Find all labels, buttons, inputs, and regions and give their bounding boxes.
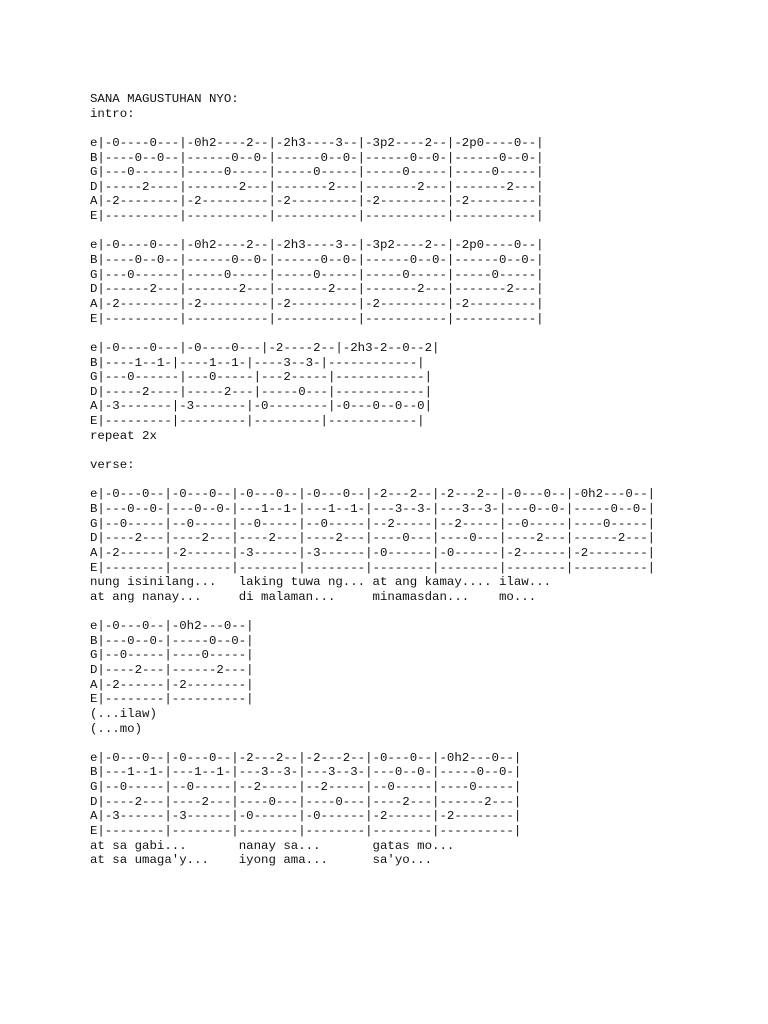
tab-staff-line: E|--------|----------| bbox=[90, 692, 254, 707]
lyric-line: at sa umaga'y... iyong ama... sa'yo... bbox=[90, 853, 433, 868]
tab-staff-line: e|-0----0---|-0----0---|-2----2--|-2h3-2--0--2| bbox=[90, 340, 440, 355]
tab-staff-line: B|----0--0--|------0--0-|------0--0-|------0--0-|------0--0-| bbox=[90, 150, 544, 165]
lyric-line: at sa gabi... nanay sa... gatas mo... bbox=[90, 838, 455, 853]
tab-staff-line: A|-3-------|-3-------|-0--------|-0---0--0--0| bbox=[90, 399, 433, 414]
tab-staff-line: G|--0-----|--0-----|--0-----|--0-----|--2-----|--2-----|--0-----|----0-----| bbox=[90, 516, 656, 531]
tab-staff-line: D|-----2----|-------2---|-------2---|-------2---|-------2---| bbox=[90, 179, 544, 194]
section-label: intro: bbox=[90, 106, 135, 121]
tab-staff-line: E|---------|---------|---------|------------| bbox=[90, 414, 425, 429]
tab-staff-line: e|-0---0--|-0---0--|-0---0--|-0---0--|-2---2--|-2---2--|-0---0--|-0h2---0--| bbox=[90, 487, 656, 502]
tab-staff-line: G|--0-----|----0-----| bbox=[90, 648, 254, 663]
lyric-line: repeat 2x bbox=[90, 428, 157, 443]
tab-staff-line: E|--------|--------|--------|--------|--------|--------|--------|----------| bbox=[90, 560, 656, 575]
tab-staff-line: G|---0------|---0-----|---2-----|------------| bbox=[90, 370, 433, 385]
tab-staff-line: e|-0---0--|-0h2---0--| bbox=[90, 619, 254, 634]
section-label: verse: bbox=[90, 458, 135, 473]
blank-line bbox=[90, 604, 655, 619]
tab-staff-line: A|-2--------|-2---------|-2---------|-2---------|-2---------| bbox=[90, 296, 544, 311]
tab-staff-line: e|-0----0---|-0h2----2--|-2h3----3--|-3p2----2--|-2p0----0--| bbox=[90, 135, 544, 150]
tab-staff-line: B|---0--0-|-----0--0-| bbox=[90, 633, 254, 648]
blank-line bbox=[90, 443, 655, 458]
blank-line bbox=[90, 224, 655, 239]
tab-sheet bbox=[90, 92, 655, 868]
tab-staff-line: G|---0------|-----0-----|-----0-----|-----0-----|-----0-----| bbox=[90, 267, 544, 282]
blank-line bbox=[90, 473, 655, 488]
lyric-line: (...ilaw) bbox=[90, 706, 157, 721]
tab-staff-line: B|----1--1-|----1--1-|----3--3-|------------| bbox=[90, 355, 425, 370]
tab-staff-line: D|----2---|----2---|----0---|----0---|----2---|------2---| bbox=[90, 794, 522, 809]
lyric-line: (...mo) bbox=[90, 721, 143, 736]
tab-staff-line: A|-2--------|-2---------|-2---------|-2---------|-2---------| bbox=[90, 194, 544, 209]
tab-staff-line: D|------2---|-------2---|-------2---|-------2---|-------2---| bbox=[90, 282, 544, 297]
tab-staff-line: B|----0--0--|------0--0-|------0--0-|------0--0-|------0--0-| bbox=[90, 253, 544, 268]
song-title: SANA MAGUSTUHAN NYO: bbox=[90, 92, 239, 106]
tab-staff-line: B|---1--1-|---1--1-|---3--3-|---3--3-|---0--0-|-----0--0-| bbox=[90, 765, 522, 780]
tab-staff-line: D|----2---|----2---|----2---|----2---|----0---|----0---|----2---|------2---| bbox=[90, 531, 656, 546]
tab-staff-line: D|----2---|------2---| bbox=[90, 662, 254, 677]
tab-staff-line: A|-3------|-3------|-0------|-0------|-2------|-2--------| bbox=[90, 809, 522, 824]
tab-staff-line: E|----------|-----------|-----------|-----------|-----------| bbox=[90, 311, 544, 326]
blank-line bbox=[90, 736, 655, 751]
lyric-line: nung isinilang... laking tuwa ng... at ang kamay.... ilaw... bbox=[90, 575, 552, 590]
tab-staff-line: D|-----2----|-----2---|-----0---|------------| bbox=[90, 384, 433, 399]
tab-staff-line: A|-2------|-2------|-3------|-3------|-0------|-0------|-2------|-2--------| bbox=[90, 545, 656, 560]
blank-line bbox=[90, 326, 655, 341]
tab-staff-line: E|----------|-----------|-----------|-----------|-----------| bbox=[90, 209, 544, 224]
lyric-line: at ang nanay... di malaman... minamasdan... mo... bbox=[90, 589, 537, 604]
tab-staff-line: E|--------|--------|--------|--------|--------|----------| bbox=[90, 824, 522, 839]
tab-staff-line: G|---0------|-----0-----|-----0-----|-----0-----|-----0-----| bbox=[90, 165, 544, 180]
tab-staff-line: e|-0----0---|-0h2----2--|-2h3----3--|-3p2----2--|-2p0----0--| bbox=[90, 238, 544, 253]
tab-staff-line: B|---0--0-|---0--0-|---1--1-|---1--1-|---3--3-|---3--3-|---0--0-|-----0--0-| bbox=[90, 501, 656, 516]
tab-staff-line: e|-0---0--|-0---0--|-2---2--|-2---2--|-0---0--|-0h2---0--| bbox=[90, 750, 522, 765]
blank-line bbox=[90, 121, 655, 136]
tab-staff-line: A|-2------|-2--------| bbox=[90, 677, 254, 692]
tab-staff-line: G|--0-----|--0-----|--2-----|--2-----|--0-----|----0-----| bbox=[90, 780, 522, 795]
